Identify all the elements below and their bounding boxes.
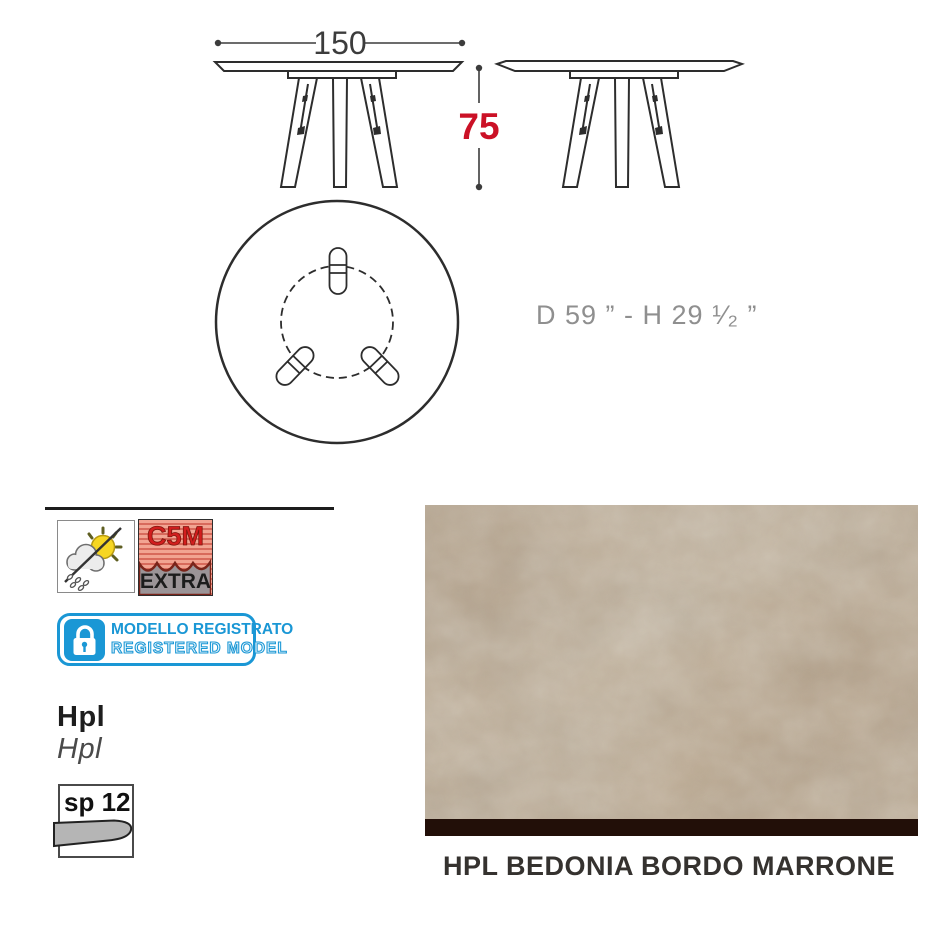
height-dimension — [458, 65, 499, 190]
edge-profile-icon — [52, 819, 148, 853]
height-value: 75 — [458, 106, 500, 147]
material-name-alt: Hpl — [57, 733, 103, 765]
thickness-badge — [58, 784, 134, 858]
material-swatch — [425, 505, 918, 836]
brown-edge-bar — [425, 819, 918, 836]
c5m-extra-badge — [138, 519, 213, 596]
registered-model-it: MODELLO REGISTRATO — [111, 621, 294, 638]
c5m-code-label: C5M — [146, 521, 204, 551]
material-name: Hpl — [57, 701, 106, 733]
thickness-label: sp 12 — [64, 787, 131, 817]
registered-model-en: REGISTERED MODEL — [111, 640, 288, 657]
padlock-icon — [64, 619, 105, 661]
section-divider — [45, 507, 334, 510]
side-view — [497, 61, 742, 187]
stone-texture — [425, 505, 918, 819]
sun-cloud-rain-icon — [58, 521, 133, 591]
top-view — [216, 201, 458, 443]
width-dimension — [215, 25, 465, 61]
outdoor-use-badge — [57, 520, 135, 593]
technical-drawing — [0, 0, 950, 470]
front-view — [215, 62, 462, 187]
imperial-dimensions: D 59 ” - H 29 ¹⁄₂ ” — [536, 300, 758, 330]
swatch-caption: HPL BEDONIA BORDO MARRONE — [443, 851, 896, 881]
width-value: 150 — [313, 25, 367, 61]
registered-model-badge — [57, 613, 294, 666]
c5m-grade-label: EXTRA — [139, 570, 212, 593]
